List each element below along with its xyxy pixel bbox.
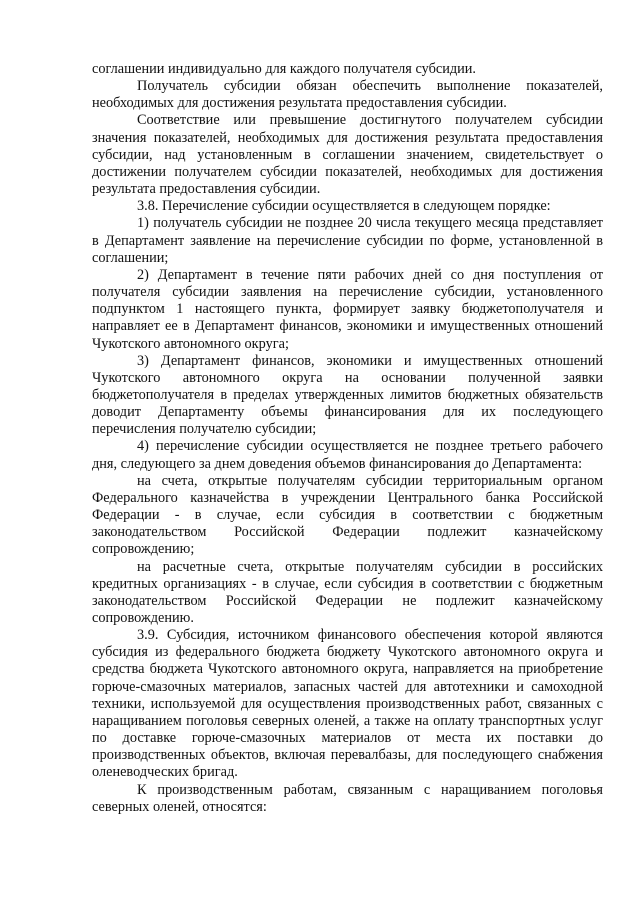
paragraph: 3.9. Субсидия, источником финансового обеспечения которой являются субсидия из федерального бюджета бюджету Чукотского автономного округа и средства бюджета Чукотского автономного округа, направляется на приобретение горюче-смазочных материалов, запасных частей для автотехники и самоходной техники, используемой для осуществления производственных работ, связанных с наращиванием поголовья северных оленей, а также на оплату транспортных услуг по доставке горюче-смазочных материалов от места их поставки до производственных объектов, включая перевалбазы, для последующего снабжения оленеводческих бригад.	[92, 627, 603, 781]
paragraph: 3) Департамент финансов, экономики и имущественных отношений Чукотского автономного округа на основании полученной заявки бюджетополучателя в пределах утвержденных лимитов бюджетных обязательств доводит Департаменту объемы финансирования для их последующего перечисления получателю субсидии;	[92, 352, 603, 438]
paragraph: соглашении индивидуально для каждого получателя субсидии.	[92, 61, 476, 77]
paragraph: на счета, открытые получателям субсидии территориальным органом Федерального казначейства в учреждении Центрального банка Российской Федерации - в случае, если субсидия в соответствии с бюджетным законодательством Российской Федерации подлежит казначейскому сопровождению;	[92, 472, 603, 558]
paragraph: Получатель субсидии обязан обеспечить выполнение показателей, необходимых для достижения результата предоставления субсидии.	[92, 78, 603, 112]
paragraph: Соответствие или превышение достигнутого получателем субсидии значения показателей, необходимых для достижения результата предоставления субсидии, над установленным в соглашении значением, свидетельствует о достижении получателем субсидии показателей, необходимых для достижения результата предоставления субсидии.	[92, 112, 603, 198]
paragraph: 2) Департамент в течение пяти рабочих дней со дня поступления от получателя субсидии заявления на перечисление субсидии, установленного подпунктом 1 настоящего пункта, формирует заявку бюджетополучателя и направляет ее в Департамент финансов, экономики и имущественных отношений Чукотского автономного округа;	[92, 266, 603, 352]
paragraph: 3.8. Перечисление субсидии осуществляется в следующем порядке:	[137, 198, 551, 215]
paragraph: К производственным работам, связанным с наращиванием поголовья северных оленей, относятся:	[92, 781, 603, 815]
paragraph: 1) получатель субсидии не позднее 20 числа текущего месяца представляет в Департамент заявление на перечисление субсидии по форме, установленной в соглашении;	[92, 215, 603, 266]
paragraph: на расчетные счета, открытые получателям субсидии в российских кредитных организациях - в случае, если субсидия в соответствии с бюджетным законодательством Российской Федерации не подлежит казначейскому сопровождению.	[92, 558, 603, 626]
paragraph: 4) перечисление субсидии осуществляется не позднее третьего рабочего дня, следующего за днем доведения объемов финансирования до Департамента:	[92, 438, 603, 472]
